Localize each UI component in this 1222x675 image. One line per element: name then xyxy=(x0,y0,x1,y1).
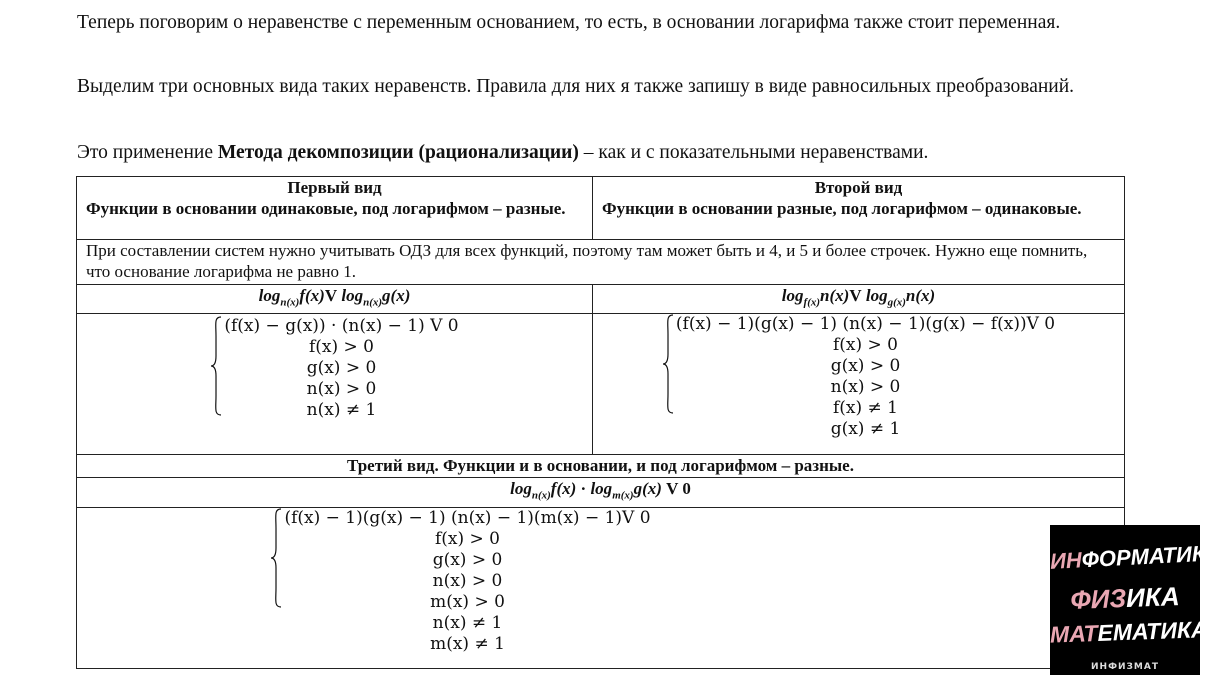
logo-line-matematika xyxy=(1049,616,1209,648)
formula2-base1: f(x) xyxy=(803,296,821,309)
system3 xyxy=(270,508,650,655)
formula3-log2: log xyxy=(590,479,613,499)
brace-icon xyxy=(210,316,222,416)
logo-tagline: ИНФИЗМАТ xyxy=(1091,662,1159,672)
formula2-arg2: n(x) xyxy=(905,286,936,305)
logo-line1-rest: ФОРМАТИКА xyxy=(1081,539,1222,573)
system3-line: m(x) ≠ 1 xyxy=(430,633,505,654)
system1-line: g(x) > 0 xyxy=(306,358,377,379)
formula2-log1: log xyxy=(781,286,804,305)
types-header-row xyxy=(77,177,1125,240)
logo-line-fizika xyxy=(1050,580,1201,616)
system3-line: n(x) ≠ 1 xyxy=(432,612,503,633)
formula3-row xyxy=(77,478,1125,507)
paragraph-types: Выделим три основных вида таких неравенств. Правила для них я также запишу в виде равносильных преобразований. xyxy=(77,76,1075,97)
system3-line: m(x) > 0 xyxy=(430,591,505,612)
formula2-base2: g(x) xyxy=(887,296,906,309)
formula1-base2: n(x) xyxy=(363,296,383,309)
infizmat-logo xyxy=(1049,525,1222,675)
logo-line-informatika xyxy=(1049,539,1222,575)
paragraph-intro: Теперь поговорим о неравенстве с переменным основанием, то есть, в основании логарифма также стоит переменная. xyxy=(77,12,1061,33)
type2-title: Второй вид xyxy=(814,178,903,197)
system3-line: n(x) > 0 xyxy=(432,570,503,591)
formula2-log2: log xyxy=(865,286,888,305)
logo-line2-rest: ИКА xyxy=(1125,581,1181,613)
formula1-log2: log xyxy=(341,286,364,305)
system2-line: f(x) > 0 xyxy=(832,335,898,356)
formula1-arg1: f(x) xyxy=(299,286,325,305)
type2-header-cell xyxy=(593,177,1125,240)
type3-header-row xyxy=(77,455,1125,478)
logo-line3-rest: ЕМАТИКА xyxy=(1097,616,1209,646)
formula3-tail: V 0 xyxy=(666,479,691,499)
type3-title: Третий вид. Функции и в основании, и под логарифмом – разные. xyxy=(77,455,1125,478)
system1-line: (f(x) − g(x)) · (n(x) − 1) V 0 xyxy=(224,316,459,337)
formula-row xyxy=(77,285,1125,314)
system2 xyxy=(662,314,1055,440)
formula1-arg2: g(x) xyxy=(382,286,411,305)
system2-line: g(x) ≠ 1 xyxy=(830,419,901,440)
paragraph-method xyxy=(77,140,1077,166)
logo-line3-highlight: МАТ xyxy=(1049,619,1098,648)
system3-row xyxy=(77,507,1125,668)
system1-line: n(x) > 0 xyxy=(306,379,377,400)
logo-line2-highlight: ФИЗ xyxy=(1069,582,1127,615)
formula3-base1: n(x) xyxy=(531,489,551,502)
system2-line: f(x) ≠ 1 xyxy=(832,398,898,419)
formula2-arg1: n(x) xyxy=(820,286,850,305)
system3-line: g(x) > 0 xyxy=(432,549,503,570)
logo-line1-highlight: ИН xyxy=(1049,547,1083,574)
system3-line: (f(x) − 1)(g(x) − 1) (n(x) − 1)(m(x) − 1)V 0 xyxy=(284,507,651,528)
method-prefix: Это применение xyxy=(77,142,218,163)
note-cell: При составлении систем нужно учитывать ОДЗ для всех функций, поэтому там может быть и 4, и 5 и более строчек. Нужно еще помнить, что основание логарифма не равно 1. xyxy=(77,240,1125,285)
note-row xyxy=(77,240,1125,285)
system2-cell xyxy=(593,314,1125,455)
system1-line: n(x) ≠ 1 xyxy=(306,400,377,421)
system2-line: n(x) > 0 xyxy=(830,377,901,398)
brace-icon xyxy=(662,314,674,414)
system1-cell xyxy=(77,314,593,455)
system1 xyxy=(210,316,458,421)
type1-header-cell xyxy=(77,177,593,240)
type1-subtitle: Функции в основании одинаковые, под логарифмом – разные. xyxy=(86,199,566,218)
system2-line: g(x) > 0 xyxy=(830,356,901,377)
formula3-base2: m(x) xyxy=(612,489,634,502)
formula3-mid: · xyxy=(580,479,587,499)
formula3-arg1: f(x) xyxy=(550,479,577,499)
inequality-types-table xyxy=(76,176,1125,669)
system-row xyxy=(77,314,1125,455)
formula1-base1: n(x) xyxy=(280,296,300,309)
formula3-arg2: g(x) xyxy=(633,479,662,499)
system3-cell xyxy=(77,507,1125,668)
formula2-op: V xyxy=(849,286,862,305)
method-suffix: – как и с показательными неравенствами. xyxy=(578,142,929,163)
system1-line: f(x) > 0 xyxy=(308,337,374,358)
formula3-log1: log xyxy=(510,479,532,499)
type1-title: Первый вид xyxy=(287,178,382,197)
formula3-cell xyxy=(77,478,1125,507)
formula1-op: V xyxy=(324,286,338,305)
system2-line: (f(x) − 1)(g(x) − 1) (n(x) − 1)(g(x) − f(x))V 0 xyxy=(675,314,1056,335)
brace-icon xyxy=(270,508,282,608)
type2-subtitle: Функции в основании разные, под логарифмом – одинаковые. xyxy=(602,199,1082,218)
system3-line: f(x) > 0 xyxy=(434,528,500,549)
formula1-log1: log xyxy=(258,286,281,305)
method-name: Метода декомпозиции (рационализации) xyxy=(217,142,579,163)
formula2-cell xyxy=(593,285,1125,314)
formula1-cell xyxy=(77,285,593,314)
